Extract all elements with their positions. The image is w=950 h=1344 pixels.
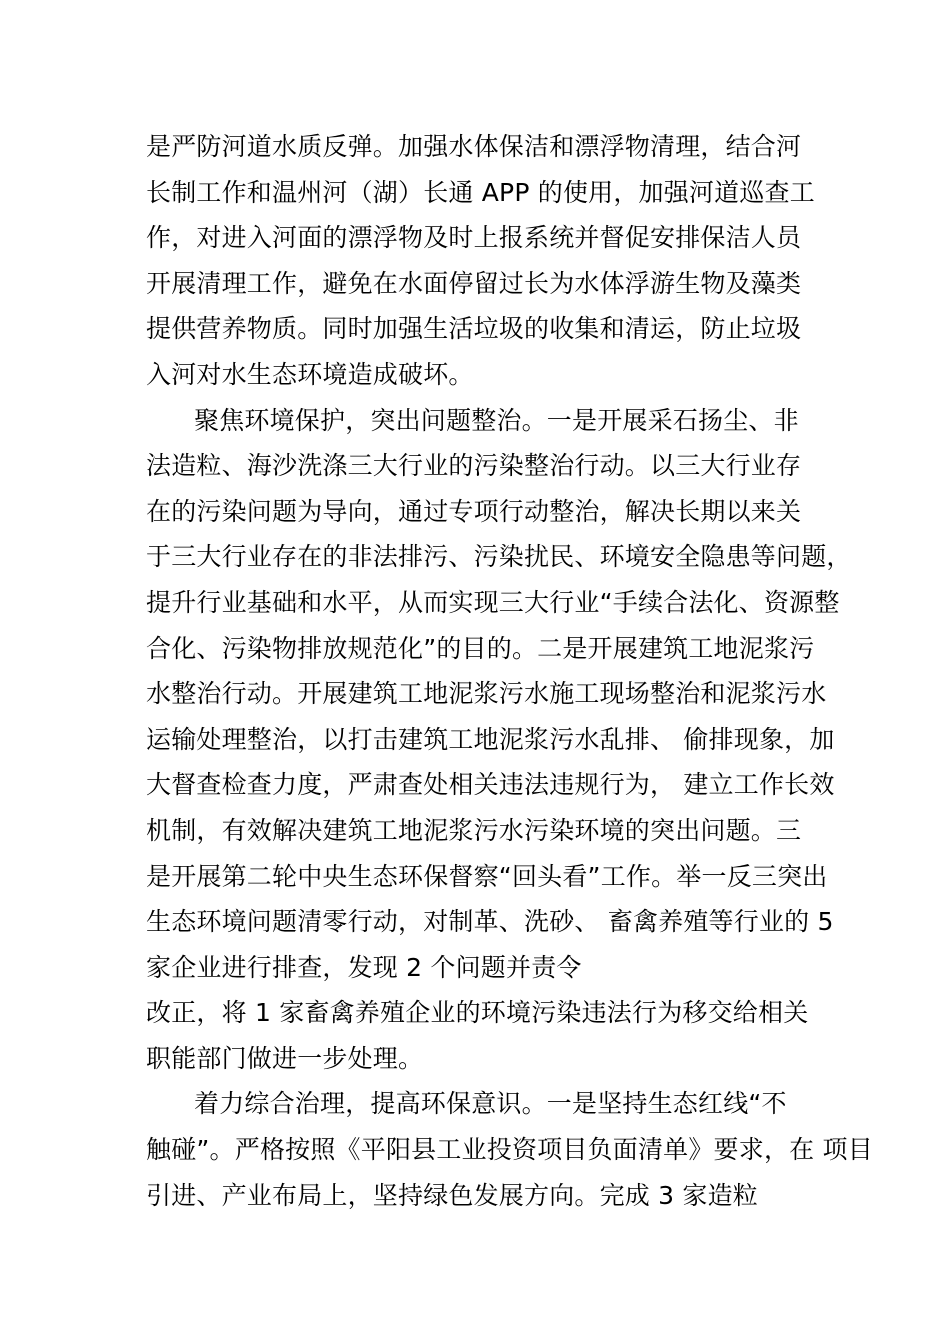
text-line: 开展清理工作，避免在水面停留过长为水体浮游生物及藻类 <box>146 268 802 298</box>
text-line: 改正，将 1 家畜禽养殖企业的环境污染违法行为移交给相关 <box>146 998 809 1028</box>
text-line: 触碰”。严格按照《平阳县工业投资项目负面清单》要求，在 项目 <box>146 1135 873 1165</box>
text-line: 职能部门做进一步处理。 <box>146 1043 424 1073</box>
text-line: 提供营养物质。同时加强生活垃圾的收集和清运，防止垃圾 <box>146 314 802 344</box>
paragraph-first-line: 着力综合治理，提高环保意识。一是坚持生态红线“不 <box>194 1089 787 1119</box>
text-line: 引进、产业布局上，坚持绿色发展方向。完成 3 家造粒 <box>146 1180 759 1210</box>
text-line: 入河对水生态环境造成破坏。 <box>146 359 474 389</box>
text-line: 作，对进入河面的漂浮物及时上报系统并督促安排保洁人员 <box>146 223 802 253</box>
text-line: 于三大行业存在的非法排污、污染扰民、环境安全隐患等问题， <box>146 542 852 572</box>
text-line: 提升行业基础和水平，从而实现三大行业“手续合法化、资源整 <box>146 587 840 617</box>
paragraph-first-line: 聚焦环境保护，突出问题整治。一是开展采石扬尘、非 <box>194 405 799 435</box>
text-line: 合化、污染物排放规范化”的目的。二是开展建筑工地泥浆污 <box>146 633 815 663</box>
text-line: 家企业进行排查，发现 2 个问题并责令 <box>146 952 582 982</box>
text-line: 生态环境问题清零行动，对制革、洗砂、 畜禽养殖等行业的 5 <box>146 907 834 937</box>
text-line: 水整治行动。开展建筑工地泥浆污水施工现场整治和泥浆污水 <box>146 679 827 709</box>
text-line: 是开展第二轮中央生态环保督察“回头看”工作。举一反三突出 <box>146 861 828 891</box>
text-line: 运输处理整治，以打击建筑工地泥浆污水乱排、 偷排现象，加 <box>146 724 835 754</box>
text-line: 机制，有效解决建筑工地泥浆污水污染环境的突出问题。三 <box>146 815 802 845</box>
text-line: 在的污染问题为导向，通过专项行动整治，解决长期以来关 <box>146 496 802 526</box>
text-line: 法造粒、海沙洗涤三大行业的污染整治行动。以三大行业存 <box>146 451 802 481</box>
text-line: 大督查检查力度，严肃查处相关违法违规行为， 建立工作长效 <box>146 770 835 800</box>
text-line: 长制工作和温州河（湖）长通 APP 的使用，加强河道巡查工 <box>146 177 815 207</box>
text-line: 是严防河道水质反弹。加强水体保洁和漂浮物清理，结合河 <box>146 132 802 161</box>
body-text <box>146 124 873 1218</box>
